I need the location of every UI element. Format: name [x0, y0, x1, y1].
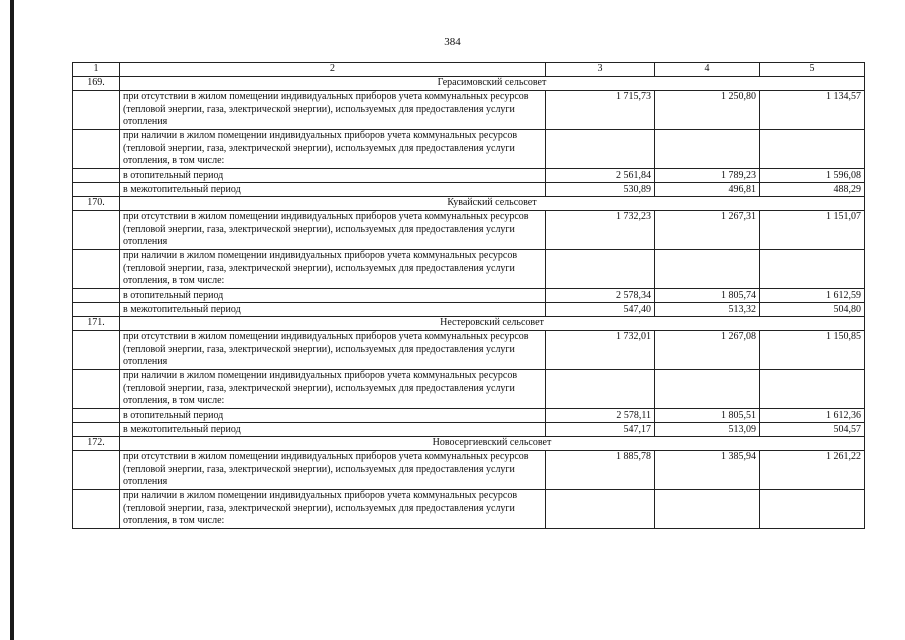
row-number-cell — [73, 370, 120, 409]
section-name: Кувайский сельсовет — [120, 197, 865, 211]
col-header-1: 1 — [73, 63, 120, 77]
value-col-4: 1 267,08 — [655, 331, 760, 370]
value-col-5 — [760, 250, 865, 289]
value-col-5: 1 134,57 — [760, 91, 865, 130]
section-name: Нестеровский сельсовет — [120, 317, 865, 331]
scan-edge-bar — [10, 0, 14, 640]
row-description: при отсутствии в жилом помещении индивидуальных приборов учета коммунальных ресурсов (тепловой энергии, газа, электрической энергии), используемых для предоставления услуги отопления — [120, 451, 546, 490]
section-name: Герасимовский сельсовет — [120, 77, 865, 91]
value-col-5: 504,80 — [760, 303, 865, 317]
row-description: при наличии в жилом помещении индивидуальных приборов учета коммунальных ресурсов (тепловой энергии, газа, электрической энергии), используемых для предоставления услуги отопления, в том числе: — [120, 490, 546, 529]
row-description: в межотопительный период — [120, 183, 546, 197]
header-row — [73, 63, 865, 77]
value-col-5: 1 596,08 — [760, 169, 865, 183]
col-header-2: 2 — [120, 63, 546, 77]
row-description: при наличии в жилом помещении индивидуальных приборов учета коммунальных ресурсов (тепловой энергии, газа, электрической энергии), используемых для предоставления услуги отопления, в том числе: — [120, 370, 546, 409]
section-number: 169. — [73, 77, 120, 91]
col-header-3: 3 — [546, 63, 655, 77]
section-header-row — [73, 437, 865, 451]
row-number-cell — [73, 250, 120, 289]
value-col-3 — [546, 250, 655, 289]
value-col-5: 1 151,07 — [760, 211, 865, 250]
value-col-3 — [546, 370, 655, 409]
value-col-3 — [546, 130, 655, 169]
row-description: при наличии в жилом помещении индивидуальных приборов учета коммунальных ресурсов (тепловой энергии, газа, электрической энергии), используемых для предоставления услуги отопления, в том числе: — [120, 130, 546, 169]
section-number: 170. — [73, 197, 120, 211]
value-col-4: 513,32 — [655, 303, 760, 317]
tariff-table — [72, 62, 865, 529]
row-description: при отсутствии в жилом помещении индивидуальных приборов учета коммунальных ресурсов (тепловой энергии, газа, электрической энергии), используемых для предоставления услуги отопления — [120, 211, 546, 250]
value-col-5 — [760, 490, 865, 529]
col-header-5: 5 — [760, 63, 865, 77]
value-col-3: 547,17 — [546, 423, 655, 437]
value-col-5: 1 612,59 — [760, 289, 865, 303]
table-row — [73, 490, 865, 529]
row-description: при отсутствии в жилом помещении индивидуальных приборов учета коммунальных ресурсов (тепловой энергии, газа, электрической энергии), используемых для предоставления услуги отопления — [120, 331, 546, 370]
section-header-row — [73, 197, 865, 211]
table-row — [73, 451, 865, 490]
table-row — [73, 409, 865, 423]
value-col-3: 2 561,84 — [546, 169, 655, 183]
value-col-3: 1 885,78 — [546, 451, 655, 490]
row-description: в межотопительный период — [120, 303, 546, 317]
section-header-row — [73, 317, 865, 331]
row-number-cell — [73, 331, 120, 370]
section-header-row — [73, 77, 865, 91]
table-row — [73, 183, 865, 197]
table-row — [73, 303, 865, 317]
value-col-3: 530,89 — [546, 183, 655, 197]
value-col-4: 1 789,23 — [655, 169, 760, 183]
value-col-4: 1 250,80 — [655, 91, 760, 130]
value-col-3: 1 732,23 — [546, 211, 655, 250]
row-number-cell — [73, 169, 120, 183]
value-col-4: 1 805,74 — [655, 289, 760, 303]
value-col-4 — [655, 250, 760, 289]
row-number-cell — [73, 423, 120, 437]
section-number: 171. — [73, 317, 120, 331]
row-description: в межотопительный период — [120, 423, 546, 437]
value-col-5 — [760, 130, 865, 169]
row-description: в отопительный период — [120, 409, 546, 423]
table-row — [73, 331, 865, 370]
value-col-3: 1 715,73 — [546, 91, 655, 130]
table-row — [73, 250, 865, 289]
table-row — [73, 211, 865, 250]
value-col-3: 2 578,34 — [546, 289, 655, 303]
value-col-3 — [546, 490, 655, 529]
value-col-5: 504,57 — [760, 423, 865, 437]
row-description: в отопительный период — [120, 169, 546, 183]
row-number-cell — [73, 289, 120, 303]
page-number: 384 — [444, 36, 461, 48]
table-row — [73, 130, 865, 169]
row-number-cell — [73, 490, 120, 529]
table-row — [73, 423, 865, 437]
value-col-4 — [655, 370, 760, 409]
value-col-5: 1 261,22 — [760, 451, 865, 490]
value-col-4: 496,81 — [655, 183, 760, 197]
row-number-cell — [73, 91, 120, 130]
value-col-4 — [655, 130, 760, 169]
table-row — [73, 169, 865, 183]
value-col-3: 1 732,01 — [546, 331, 655, 370]
value-col-5: 1 150,85 — [760, 331, 865, 370]
value-col-4: 1 805,51 — [655, 409, 760, 423]
row-description: при отсутствии в жилом помещении индивидуальных приборов учета коммунальных ресурсов (тепловой энергии, газа, электрической энергии), используемых для предоставления услуги отопления — [120, 91, 546, 130]
table-row — [73, 370, 865, 409]
tariff-table-body — [73, 63, 865, 529]
row-description: при наличии в жилом помещении индивидуальных приборов учета коммунальных ресурсов (тепловой энергии, газа, электрической энергии), используемых для предоставления услуги отопления, в том числе: — [120, 250, 546, 289]
row-description: в отопительный период — [120, 289, 546, 303]
col-header-4: 4 — [655, 63, 760, 77]
section-number: 172. — [73, 437, 120, 451]
table-row — [73, 91, 865, 130]
row-number-cell — [73, 409, 120, 423]
section-name: Новосергиевский сельсовет — [120, 437, 865, 451]
value-col-5: 1 612,36 — [760, 409, 865, 423]
value-col-4: 1 385,94 — [655, 451, 760, 490]
value-col-4 — [655, 490, 760, 529]
value-col-5: 488,29 — [760, 183, 865, 197]
row-number-cell — [73, 451, 120, 490]
value-col-4: 513,09 — [655, 423, 760, 437]
table-row — [73, 289, 865, 303]
value-col-4: 1 267,31 — [655, 211, 760, 250]
row-number-cell — [73, 130, 120, 169]
value-col-3: 2 578,11 — [546, 409, 655, 423]
value-col-3: 547,40 — [546, 303, 655, 317]
row-number-cell — [73, 183, 120, 197]
value-col-5 — [760, 370, 865, 409]
row-number-cell — [73, 303, 120, 317]
row-number-cell — [73, 211, 120, 250]
